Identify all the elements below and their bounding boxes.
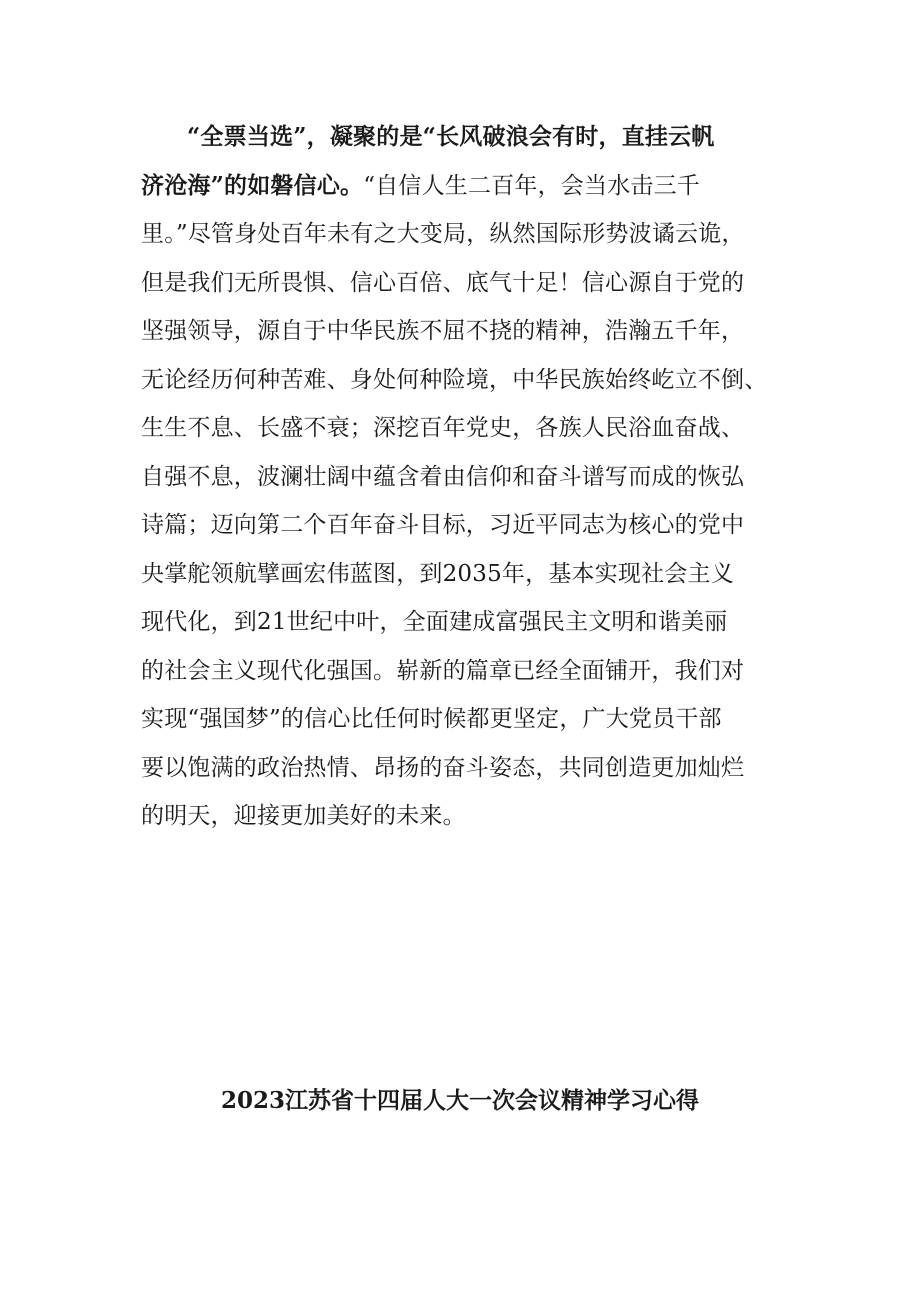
line-text: 里。”尽管身处百年未有之大变局，纵然国际形势波谲云诡，	[141, 221, 745, 247]
paragraph-line	[141, 215, 801, 264]
line-text: 无论经历何种苦难、身处何种险境，中华民族始终屹立不倒、	[141, 366, 768, 393]
paragraph-line	[141, 797, 801, 846]
paragraph-line	[141, 312, 801, 361]
line-text: 现代化，到21世纪中叶，全面建成富强民主文明和谐美丽	[141, 609, 728, 635]
line-text: 的明天，迎接更加美好的未来。	[141, 803, 466, 829]
body-paragraph	[141, 118, 801, 846]
paragraph-line	[141, 652, 801, 701]
line-text: 生生不息、长盛不衰；深挖百年党史，各族人民浴血奋战、	[141, 415, 745, 441]
line-text: 央掌舵领航擘画宏伟蓝图，到2035年，基本实现社会主义	[141, 560, 734, 587]
paragraph-line	[141, 458, 801, 507]
paragraph-line	[141, 118, 801, 167]
paragraph-line	[141, 555, 801, 604]
paragraph-line	[141, 264, 801, 313]
paragraph-line	[141, 167, 801, 216]
paragraph-line	[141, 700, 801, 749]
bold-text: 济沧海”的如磐信心。	[141, 171, 364, 199]
line-text: 坚强领导，源自于中华民族不屈不挠的精神，浩瀚五千年，	[141, 318, 745, 344]
paragraph-line	[141, 749, 801, 798]
line-text: 但是我们无所畏惧、信心百倍、底气十足！信心源自于党的	[141, 269, 745, 296]
line-text: 诗篇；迈向第二个百年奋斗目标，习近平同志为核心的党中	[141, 512, 745, 538]
paragraph-line	[141, 361, 801, 410]
line-text: 的社会主义现代化强国。崭新的篇章已经全面铺开，我们对	[141, 657, 745, 684]
paragraph-line	[141, 506, 801, 555]
line-text: “自信人生二百年，会当水击三千	[363, 172, 700, 199]
paragraph-line	[141, 603, 801, 652]
document-heading: 2023江苏省十四届人大一次会议精神学习心得	[220, 1087, 699, 1114]
bold-text: “全票当选”，凝聚的是“长风破浪会有时，直挂云帆	[187, 123, 715, 150]
line-text: 要以饱满的政治热情、昂扬的奋斗姿态，共同创造更加灿烂	[141, 754, 745, 781]
line-text: 实现“强国梦”的信心比任何时候都更坚定，广大党员干部	[141, 706, 722, 732]
paragraph-line	[141, 409, 801, 458]
line-text: 自强不息，波澜壮阔中蕴含着由信仰和奋斗谱写而成的恢弘	[141, 463, 745, 490]
